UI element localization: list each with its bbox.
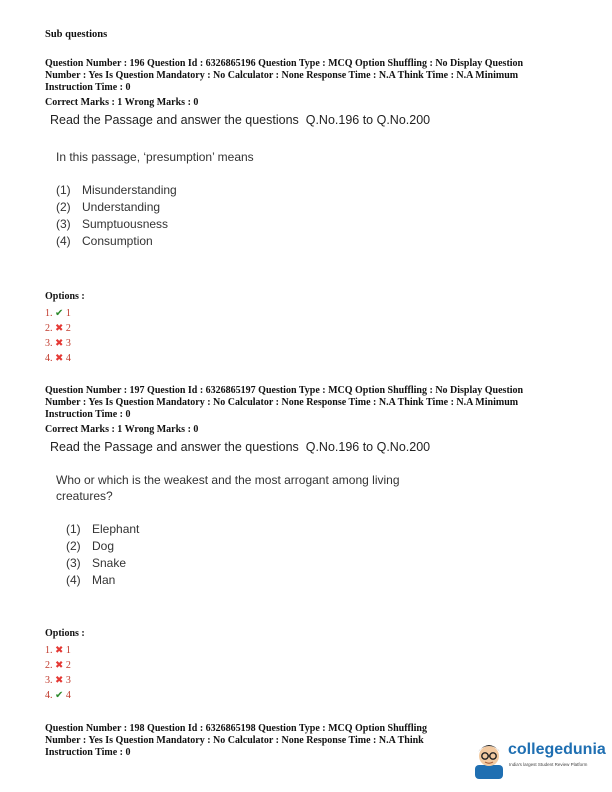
collegedunia-logo [468,735,606,783]
passage-instruction: Read the Passage and answer the questions Q.No.196 to Q.No.200 [50,113,431,127]
choice-item [56,233,177,250]
choice-item [66,521,139,538]
marks-line: Correct Marks : 1 Wrong Marks : 0 [45,97,199,108]
choice-number: (3) [66,556,81,570]
choice-text: Sumptuousness [82,217,169,231]
page-title: Sub questions [45,29,108,40]
question-header [45,385,523,421]
option-row [45,673,71,688]
option-index: 4. [45,353,53,364]
option-row [45,351,71,366]
option-value: 2 [65,660,71,671]
header-line: Number : Yes Is Question Mandatory : No Calculator : None Response Time : N.A Think Time : N.A Minimum [45,397,519,408]
option-row [45,336,71,351]
question-line: Who or which is the weakest and the most arrogant among living [56,473,400,487]
choice-number: (3) [56,217,71,231]
choice-item [66,538,139,555]
choice-number: (4) [56,234,71,248]
option-index: 2. [45,323,53,334]
option-index: 2. [45,660,53,671]
question-line: creatures? [56,489,113,503]
question-text: In this passage, ‘presumption’ means [56,150,254,164]
option-index: 3. [45,675,53,686]
choice-item [56,182,177,199]
wrong-cross-icon: ✖ [55,660,64,671]
option-value: 2 [65,323,71,334]
choice-text: Misunderstanding [82,183,177,197]
choice-text: Understanding [82,200,161,214]
header-line: Number : Yes Is Question Mandatory : No Calculator : None Response Time : N.A Think [45,735,424,746]
option-row [45,321,71,336]
wrong-cross-icon: ✖ [55,675,64,686]
passage-instruction: Read the Passage and answer the questions Q.No.196 to Q.No.200 [50,440,431,454]
wrong-cross-icon: ✖ [55,323,64,334]
choice-number: (2) [56,200,71,214]
correct-check-icon: ✔ [55,308,64,319]
options-list [45,643,71,703]
wrong-cross-icon: ✖ [55,353,64,364]
choice-item [56,216,177,233]
question-header [45,58,523,94]
choice-text: Dog [92,539,115,553]
header-line: Question Number : 196 Question Id : 6326865196 Question Type : MCQ Option Shuffling : No Display Question [45,58,524,69]
options-label: Options : [45,291,85,302]
choice-item [56,199,177,216]
marks-line: Correct Marks : 1 Wrong Marks : 0 [45,424,199,435]
answer-choices [66,521,139,589]
choice-text: Elephant [92,522,140,536]
choice-text: Man [92,573,116,587]
logo-tagline: India's largest Student Review Platform [509,762,588,767]
option-value: 1 [65,645,71,656]
header-line: Instruction Time : 0 [45,409,131,420]
choice-item [66,555,139,572]
choice-number: (2) [66,539,81,553]
choice-item [66,572,139,589]
option-row [45,306,71,321]
option-index: 4. [45,690,53,701]
wrong-cross-icon: ✖ [55,645,64,656]
header-line: Instruction Time : 0 [45,747,131,758]
option-row [45,643,71,658]
option-value: 3 [65,338,71,349]
choice-text: Consumption [82,234,153,248]
question-header [45,723,427,759]
options-label: Options : [45,628,85,639]
header-line: Question Number : 197 Question Id : 6326865197 Question Type : MCQ Option Shuffling : No Display Question [45,385,524,396]
option-value: 3 [65,675,71,686]
logo-wordmark: collegedunia [508,741,606,758]
option-row [45,688,71,703]
header-line: Instruction Time : 0 [45,82,131,93]
choice-text: Snake [92,556,127,570]
choice-number: (4) [66,573,81,587]
answer-choices [56,182,177,250]
header-line: Number : Yes Is Question Mandatory : No Calculator : None Response Time : N.A Think Time : N.A Minimum [45,70,519,81]
question-text [56,472,400,504]
choice-number: (1) [66,522,81,536]
option-value: 4 [65,690,71,701]
student-mascot-icon [472,739,506,779]
header-line: Question Number : 198 Question Id : 6326865198 Question Type : MCQ Option Shuffling [45,723,427,734]
options-list [45,306,71,366]
wrong-cross-icon: ✖ [55,338,64,349]
choice-number: (1) [56,183,71,197]
correct-check-icon: ✔ [55,690,64,701]
option-value: 1 [65,308,71,319]
option-index: 1. [45,308,53,319]
option-index: 3. [45,338,53,349]
option-value: 4 [65,353,71,364]
option-index: 1. [45,645,53,656]
option-row [45,658,71,673]
